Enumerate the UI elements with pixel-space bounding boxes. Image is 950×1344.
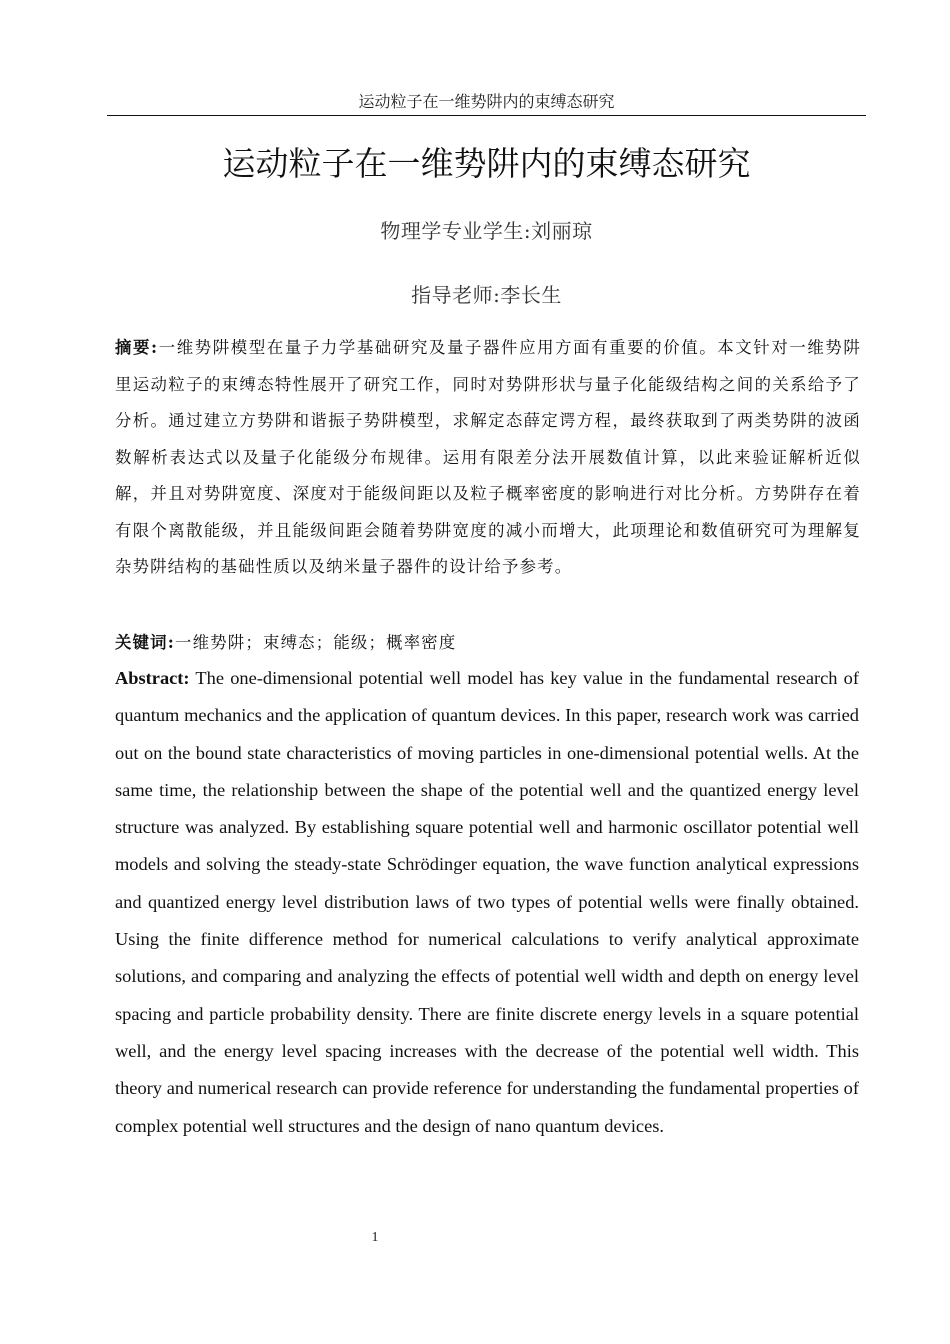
advisor-line: 指导老师:李长生 <box>411 283 562 307</box>
header-rule <box>107 115 866 116</box>
page-number: 1 <box>371 1230 379 1245</box>
keywords-cn <box>115 625 861 662</box>
paper-title: 运动粒子在一维势阱内的束缚态研究 <box>222 144 751 183</box>
keywords-cn-text: 一维势阱；束缚态；能级；概率密度 <box>175 633 457 652</box>
abstract-en <box>115 660 859 1145</box>
abstract-en-text: The one-dimensional potential well model has key value in the fundamental research of quantum mechanics and the application of quantum devices. In this paper, research work was carried out on the bound state characteristics of moving particles in one-dimensional potential wells. At the same time, the relationship between the shape of the potential well and the quantized energy level structure was analyzed. By establishing square potential well and harmonic oscillator potential well models and solving the steady-state Schrödinger equation, the wave function analytical expressions and quantized energy level distribution laws of two types of potential wells were finally obtained. Using the finite difference method for numerical calculations to verify analytical approximate solutions, and comparing and analyzing the effects of potential well width and depth on energy level spacing and particle probability density. There are finite discrete energy levels in a square potential well, and the energy level spacing increases with the decrease of the potential well width. This theory and numerical research can provide reference for understanding the fundamental properties of complex potential well structures and the design of nano quantum devices. <box>115 668 859 1136</box>
abstract-cn-label: 摘要: <box>115 338 159 357</box>
abstract-en-label: Abstract: <box>115 668 190 688</box>
abstract-cn <box>115 330 861 586</box>
author-line: 物理学专业学生:刘丽琼 <box>380 219 593 243</box>
keywords-cn-label: 关键词: <box>115 633 176 652</box>
running-header: 运动粒子在一维势阱内的束缚态研究 <box>358 92 615 111</box>
abstract-cn-text: 一维势阱模型在量子力学基础研究及量子器件应用方面有重要的价值。本文针对一维势阱里运动粒子的束缚态特性展开了研究工作，同时对势阱形状与量子化能级结构之间的关系给予了分析。通过建立方势阱和谐振子势阱模型，求解定态薛定谔方程，最终获取到了两类势阱的波函数解析表达式以及量子化能级分布规律。运用有限差分法开展数值计算，以此来验证解析近似解，并且对势阱宽度、深度对于能级间距以及粒子概率密度的影响进行对比分析。方势阱存在着有限个离散能级，并且能级间距会随着势阱宽度的减小而增大，此项理论和数值研究可为理解复杂势阱结构的基础性质以及纳米量子器件的设计给予参考。 <box>115 338 861 576</box>
